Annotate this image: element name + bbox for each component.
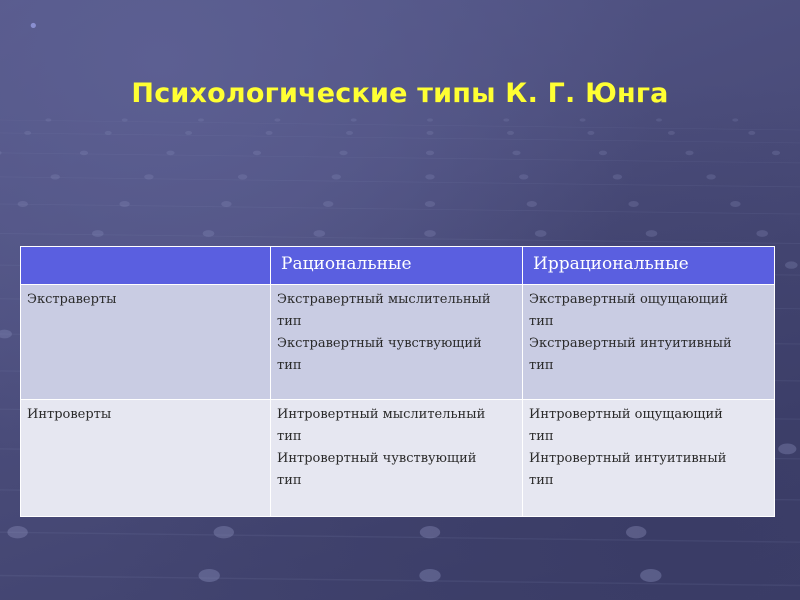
grid-bead bbox=[626, 526, 646, 538]
grid-bead bbox=[426, 151, 434, 156]
grid-bead bbox=[535, 230, 547, 237]
grid-bead bbox=[51, 174, 60, 179]
grid-bead bbox=[199, 569, 220, 582]
grid-bead bbox=[778, 444, 796, 455]
grid-bead bbox=[323, 201, 333, 207]
grid-line bbox=[0, 120, 800, 130]
grid-bead bbox=[424, 230, 436, 237]
grid-bead bbox=[748, 131, 755, 135]
cell-line: Экстравертный ощущающий bbox=[529, 292, 729, 307]
grid-bead bbox=[772, 151, 780, 156]
grid-line bbox=[0, 133, 800, 143]
grid-bead bbox=[314, 230, 326, 237]
grid-bead bbox=[668, 131, 675, 135]
grid-line bbox=[0, 234, 800, 244]
grid-bead bbox=[221, 201, 231, 207]
types-table bbox=[20, 246, 775, 517]
row-label-introverts: Интроверты bbox=[21, 400, 271, 517]
grid-bead bbox=[507, 131, 514, 135]
grid-bead bbox=[253, 151, 261, 156]
grid-bead bbox=[332, 174, 341, 179]
table-header-row bbox=[21, 247, 775, 285]
grid-bead bbox=[640, 569, 661, 582]
grid-bead bbox=[685, 151, 693, 156]
grid-bead bbox=[706, 174, 715, 179]
grid-bead bbox=[266, 131, 273, 135]
cell-line: тип bbox=[529, 314, 554, 329]
grid-bead bbox=[656, 118, 662, 121]
grid-bead bbox=[92, 230, 104, 237]
grid-bead bbox=[214, 526, 234, 538]
grid-bead bbox=[730, 201, 740, 207]
cell-line: Интровертный чувствующий bbox=[277, 451, 477, 466]
grid-bead bbox=[587, 131, 594, 135]
grid-bead bbox=[351, 118, 357, 121]
cell-extravert-irrational bbox=[523, 285, 775, 400]
grid-line bbox=[0, 153, 800, 163]
grid-bead bbox=[580, 118, 586, 121]
grid-bead bbox=[420, 526, 440, 538]
grid-bead bbox=[346, 131, 353, 135]
grid-bead bbox=[198, 118, 204, 121]
cell-line: Экстравертный интуитивный bbox=[529, 336, 732, 351]
grid-bead bbox=[599, 151, 607, 156]
table-row-introverts bbox=[21, 400, 775, 517]
slide-title: Психологические типы К. Г. Юнга bbox=[131, 78, 669, 109]
grid-bead bbox=[519, 174, 528, 179]
grid-line bbox=[0, 204, 800, 214]
cell-line: тип bbox=[529, 429, 554, 444]
cell-line: тип bbox=[529, 473, 554, 488]
grid-line bbox=[0, 177, 800, 187]
cell-introvert-rational bbox=[271, 400, 523, 517]
grid-bead bbox=[425, 174, 434, 179]
cell-line: Интровертный ощущающий bbox=[529, 407, 723, 422]
grid-bead bbox=[785, 261, 798, 268]
grid-bead bbox=[646, 230, 658, 237]
grid-bead bbox=[425, 201, 435, 207]
grid-bead bbox=[503, 118, 509, 121]
cell-line: Экстравертный мыслительный bbox=[277, 292, 491, 307]
row-label-extraverts: Экстраверты bbox=[21, 285, 271, 400]
cell-introvert-irrational bbox=[523, 400, 775, 517]
grid-bead bbox=[427, 131, 434, 135]
grid-bead bbox=[512, 151, 520, 156]
bullet-icon: • bbox=[28, 16, 39, 37]
cell-line: тип bbox=[277, 314, 302, 329]
grid-bead bbox=[419, 569, 440, 582]
grid-bead bbox=[339, 151, 347, 156]
grid-bead bbox=[119, 201, 129, 207]
cell-extravert-rational bbox=[271, 285, 523, 400]
grid-bead bbox=[274, 118, 280, 121]
header-cell-empty bbox=[21, 247, 271, 285]
grid-bead bbox=[80, 151, 88, 156]
cell-line: Экстравертный чувствующий bbox=[277, 336, 482, 351]
cell-line: тип bbox=[277, 429, 302, 444]
cell-line: тип bbox=[277, 473, 302, 488]
grid-bead bbox=[122, 118, 128, 121]
grid-bead bbox=[185, 131, 192, 135]
cell-line: Интровертный интуитивный bbox=[529, 451, 727, 466]
cell-line: Интровертный мыслительный bbox=[277, 407, 486, 422]
grid-bead bbox=[613, 174, 622, 179]
cell-line: тип bbox=[529, 358, 554, 373]
header-cell-rational: Рациональные bbox=[271, 247, 523, 285]
grid-bead bbox=[427, 118, 433, 121]
table-row-extraverts bbox=[21, 285, 775, 400]
header-cell-irrational: Иррациональные bbox=[523, 247, 775, 285]
grid-line bbox=[0, 576, 800, 586]
grid-bead bbox=[756, 230, 768, 237]
grid-bead bbox=[527, 201, 537, 207]
grid-bead bbox=[238, 174, 247, 179]
types-table-container bbox=[20, 246, 774, 517]
cell-line: тип bbox=[277, 358, 302, 373]
grid-bead bbox=[732, 118, 738, 121]
grid-line bbox=[0, 532, 800, 542]
grid-bead bbox=[45, 118, 51, 121]
grid-bead bbox=[166, 151, 174, 156]
grid-bead bbox=[628, 201, 638, 207]
